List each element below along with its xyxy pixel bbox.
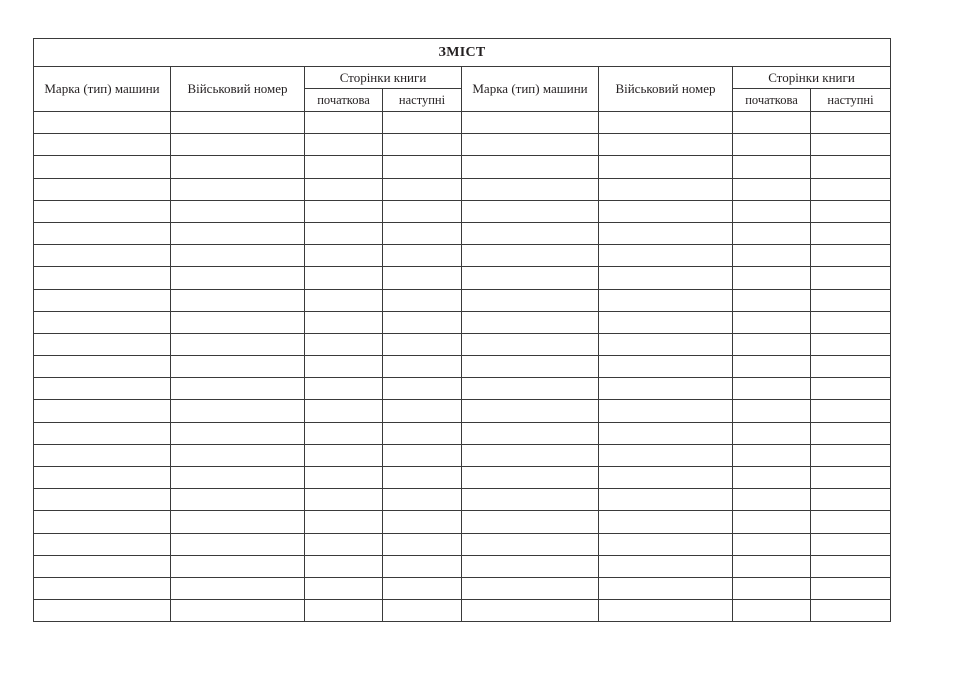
table-body bbox=[34, 112, 891, 622]
cell-initial-page-left[interactable] bbox=[305, 289, 383, 311]
cell-next-pages-right[interactable] bbox=[811, 422, 891, 444]
cell-brand-left[interactable] bbox=[34, 467, 171, 489]
cell-next-pages-right[interactable] bbox=[811, 577, 891, 599]
cell-military-number-left[interactable] bbox=[171, 555, 305, 577]
header-military-number-right: Військовий номер bbox=[599, 67, 733, 112]
cell-brand-right[interactable] bbox=[462, 400, 599, 422]
cell-initial-page-right[interactable] bbox=[733, 600, 811, 622]
header-brand-left: Марка (тип) машини bbox=[34, 67, 171, 112]
cell-next-pages-right[interactable] bbox=[811, 134, 891, 156]
cell-initial-page-right[interactable] bbox=[733, 156, 811, 178]
cell-initial-page-left[interactable] bbox=[305, 311, 383, 333]
cell-brand-right[interactable] bbox=[462, 267, 599, 289]
cell-military-number-right[interactable] bbox=[599, 555, 733, 577]
cell-initial-page-right[interactable] bbox=[733, 400, 811, 422]
cell-next-pages-left[interactable] bbox=[383, 422, 462, 444]
cell-initial-page-right[interactable] bbox=[733, 356, 811, 378]
cell-military-number-right[interactable] bbox=[599, 156, 733, 178]
cell-initial-page-left[interactable] bbox=[305, 400, 383, 422]
cell-initial-page-right[interactable] bbox=[733, 267, 811, 289]
cell-next-pages-right[interactable] bbox=[811, 511, 891, 533]
table-row bbox=[34, 555, 891, 577]
cell-next-pages-right[interactable] bbox=[811, 356, 891, 378]
cell-initial-page-left[interactable] bbox=[305, 245, 383, 267]
cell-next-pages-left[interactable] bbox=[383, 200, 462, 222]
cell-brand-right[interactable] bbox=[462, 178, 599, 200]
cell-brand-right[interactable] bbox=[462, 333, 599, 355]
cell-military-number-right[interactable] bbox=[599, 200, 733, 222]
cell-military-number-left[interactable] bbox=[171, 112, 305, 134]
cell-initial-page-right[interactable] bbox=[733, 577, 811, 599]
table-row bbox=[34, 600, 891, 622]
cell-military-number-right[interactable] bbox=[599, 333, 733, 355]
header-brand-right: Марка (тип) машини bbox=[462, 67, 599, 112]
cell-next-pages-right[interactable] bbox=[811, 156, 891, 178]
cell-brand-right[interactable] bbox=[462, 289, 599, 311]
header-book-pages-right: Сторінки книги bbox=[733, 67, 891, 89]
cell-military-number-right[interactable] bbox=[599, 511, 733, 533]
cell-brand-left[interactable] bbox=[34, 400, 171, 422]
cell-brand-left[interactable] bbox=[34, 444, 171, 466]
cell-brand-left[interactable] bbox=[34, 200, 171, 222]
cell-initial-page-left[interactable] bbox=[305, 178, 383, 200]
cell-brand-right[interactable] bbox=[462, 511, 599, 533]
cell-brand-left[interactable] bbox=[34, 222, 171, 244]
cell-military-number-right[interactable] bbox=[599, 467, 733, 489]
cell-military-number-right[interactable] bbox=[599, 112, 733, 134]
header-book-pages-left: Сторінки книги bbox=[305, 67, 462, 89]
header-next-right: наступні bbox=[811, 89, 891, 112]
cell-military-number-right[interactable] bbox=[599, 444, 733, 466]
cell-brand-left[interactable] bbox=[34, 511, 171, 533]
cell-initial-page-left[interactable] bbox=[305, 134, 383, 156]
cell-brand-right[interactable] bbox=[462, 378, 599, 400]
cell-next-pages-left[interactable] bbox=[383, 356, 462, 378]
cell-next-pages-left[interactable] bbox=[383, 489, 462, 511]
cell-initial-page-left[interactable] bbox=[305, 156, 383, 178]
cell-military-number-right[interactable] bbox=[599, 422, 733, 444]
cell-initial-page-left[interactable] bbox=[305, 356, 383, 378]
cell-initial-page-right[interactable] bbox=[733, 422, 811, 444]
cell-initial-page-left[interactable] bbox=[305, 444, 383, 466]
cell-military-number-left[interactable] bbox=[171, 222, 305, 244]
table-row bbox=[34, 444, 891, 466]
cell-next-pages-left[interactable] bbox=[383, 577, 462, 599]
cell-initial-page-left[interactable] bbox=[305, 600, 383, 622]
cell-next-pages-right[interactable] bbox=[811, 555, 891, 577]
cell-brand-left[interactable] bbox=[34, 134, 171, 156]
cell-brand-right[interactable] bbox=[462, 489, 599, 511]
cell-next-pages-left[interactable] bbox=[383, 333, 462, 355]
cell-next-pages-left[interactable] bbox=[383, 511, 462, 533]
cell-initial-page-right[interactable] bbox=[733, 289, 811, 311]
cell-next-pages-right[interactable] bbox=[811, 467, 891, 489]
header-next-left: наступні bbox=[383, 89, 462, 112]
cell-initial-page-right[interactable] bbox=[733, 112, 811, 134]
table-row bbox=[34, 267, 891, 289]
table-row bbox=[34, 533, 891, 555]
cell-brand-right[interactable] bbox=[462, 555, 599, 577]
cell-next-pages-right[interactable] bbox=[811, 333, 891, 355]
cell-military-number-left[interactable] bbox=[171, 311, 305, 333]
header-military-number-left: Військовий номер bbox=[171, 67, 305, 112]
table-row bbox=[34, 422, 891, 444]
cell-military-number-left[interactable] bbox=[171, 267, 305, 289]
cell-next-pages-right[interactable] bbox=[811, 200, 891, 222]
cell-brand-left[interactable] bbox=[34, 356, 171, 378]
cell-military-number-right[interactable] bbox=[599, 178, 733, 200]
cell-initial-page-left[interactable] bbox=[305, 467, 383, 489]
cell-next-pages-right[interactable] bbox=[811, 267, 891, 289]
cell-next-pages-right[interactable] bbox=[811, 245, 891, 267]
cell-military-number-left[interactable] bbox=[171, 533, 305, 555]
cell-military-number-left[interactable] bbox=[171, 577, 305, 599]
cell-initial-page-right[interactable] bbox=[733, 222, 811, 244]
cell-next-pages-right[interactable] bbox=[811, 400, 891, 422]
cell-initial-page-left[interactable] bbox=[305, 533, 383, 555]
cell-initial-page-left[interactable] bbox=[305, 333, 383, 355]
cell-military-number-left[interactable] bbox=[171, 511, 305, 533]
cell-brand-left[interactable] bbox=[34, 178, 171, 200]
cell-brand-right[interactable] bbox=[462, 577, 599, 599]
cell-brand-left[interactable] bbox=[34, 555, 171, 577]
cell-brand-right[interactable] bbox=[462, 200, 599, 222]
cell-brand-right[interactable] bbox=[462, 134, 599, 156]
cell-next-pages-left[interactable] bbox=[383, 467, 462, 489]
cell-next-pages-left[interactable] bbox=[383, 600, 462, 622]
cell-next-pages-left[interactable] bbox=[383, 134, 462, 156]
cell-military-number-right[interactable] bbox=[599, 400, 733, 422]
table-row bbox=[34, 467, 891, 489]
table-row bbox=[34, 245, 891, 267]
cell-initial-page-right[interactable] bbox=[733, 200, 811, 222]
cell-next-pages-left[interactable] bbox=[383, 178, 462, 200]
cell-next-pages-left[interactable] bbox=[383, 555, 462, 577]
table-row bbox=[34, 356, 891, 378]
cell-brand-right[interactable] bbox=[462, 356, 599, 378]
cell-brand-right[interactable] bbox=[462, 422, 599, 444]
cell-next-pages-right[interactable] bbox=[811, 533, 891, 555]
cell-initial-page-left[interactable] bbox=[305, 378, 383, 400]
cell-initial-page-right[interactable] bbox=[733, 333, 811, 355]
cell-military-number-right[interactable] bbox=[599, 489, 733, 511]
header-initial-right: початкова bbox=[733, 89, 811, 112]
cell-initial-page-right[interactable] bbox=[733, 311, 811, 333]
table-row bbox=[34, 289, 891, 311]
cell-initial-page-right[interactable] bbox=[733, 178, 811, 200]
cell-military-number-right[interactable] bbox=[599, 600, 733, 622]
cell-next-pages-left[interactable] bbox=[383, 245, 462, 267]
cell-initial-page-right[interactable] bbox=[733, 245, 811, 267]
cell-brand-left[interactable] bbox=[34, 289, 171, 311]
cell-military-number-right[interactable] bbox=[599, 245, 733, 267]
table-row bbox=[34, 577, 891, 599]
cell-brand-right[interactable] bbox=[462, 112, 599, 134]
cell-initial-page-right[interactable] bbox=[733, 533, 811, 555]
cell-initial-page-right[interactable] bbox=[733, 555, 811, 577]
table-row bbox=[34, 511, 891, 533]
cell-next-pages-right[interactable] bbox=[811, 178, 891, 200]
cell-military-number-right[interactable] bbox=[599, 533, 733, 555]
cell-military-number-right[interactable] bbox=[599, 311, 733, 333]
cell-next-pages-left[interactable] bbox=[383, 289, 462, 311]
cell-military-number-left[interactable] bbox=[171, 245, 305, 267]
cell-military-number-right[interactable] bbox=[599, 134, 733, 156]
table-row bbox=[34, 333, 891, 355]
cell-initial-page-right[interactable] bbox=[733, 467, 811, 489]
cell-brand-left[interactable] bbox=[34, 112, 171, 134]
cell-military-number-right[interactable] bbox=[599, 289, 733, 311]
table-row bbox=[34, 378, 891, 400]
cell-military-number-left[interactable] bbox=[171, 444, 305, 466]
cell-brand-right[interactable] bbox=[462, 533, 599, 555]
cell-next-pages-left[interactable] bbox=[383, 378, 462, 400]
cell-military-number-left[interactable] bbox=[171, 400, 305, 422]
cell-next-pages-left[interactable] bbox=[383, 267, 462, 289]
cell-initial-page-left[interactable] bbox=[305, 422, 383, 444]
table-row bbox=[34, 178, 891, 200]
cell-next-pages-right[interactable] bbox=[811, 311, 891, 333]
cell-military-number-left[interactable] bbox=[171, 356, 305, 378]
cell-military-number-left[interactable] bbox=[171, 489, 305, 511]
cell-military-number-right[interactable] bbox=[599, 356, 733, 378]
cell-initial-page-right[interactable] bbox=[733, 378, 811, 400]
cell-brand-left[interactable] bbox=[34, 156, 171, 178]
cell-next-pages-left[interactable] bbox=[383, 311, 462, 333]
cell-brand-left[interactable] bbox=[34, 267, 171, 289]
cell-brand-left[interactable] bbox=[34, 533, 171, 555]
cell-next-pages-left[interactable] bbox=[383, 222, 462, 244]
cell-initial-page-right[interactable] bbox=[733, 511, 811, 533]
cell-next-pages-left[interactable] bbox=[383, 533, 462, 555]
cell-military-number-left[interactable] bbox=[171, 333, 305, 355]
cell-initial-page-right[interactable] bbox=[733, 444, 811, 466]
cell-brand-left[interactable] bbox=[34, 378, 171, 400]
table-row bbox=[34, 134, 891, 156]
cell-next-pages-right[interactable] bbox=[811, 289, 891, 311]
cell-initial-page-left[interactable] bbox=[305, 112, 383, 134]
cell-military-number-left[interactable] bbox=[171, 600, 305, 622]
cell-brand-left[interactable] bbox=[34, 489, 171, 511]
cell-initial-page-left[interactable] bbox=[305, 222, 383, 244]
cell-next-pages-right[interactable] bbox=[811, 489, 891, 511]
cell-military-number-left[interactable] bbox=[171, 156, 305, 178]
cell-next-pages-left[interactable] bbox=[383, 156, 462, 178]
cell-brand-left[interactable] bbox=[34, 600, 171, 622]
cell-military-number-right[interactable] bbox=[599, 577, 733, 599]
table-row bbox=[34, 112, 891, 134]
header-initial-left: початкова bbox=[305, 89, 383, 112]
contents-table bbox=[33, 38, 891, 622]
cell-military-number-right[interactable] bbox=[599, 267, 733, 289]
cell-initial-page-left[interactable] bbox=[305, 577, 383, 599]
cell-military-number-left[interactable] bbox=[171, 289, 305, 311]
cell-next-pages-left[interactable] bbox=[383, 444, 462, 466]
cell-initial-page-left[interactable] bbox=[305, 200, 383, 222]
table-row bbox=[34, 156, 891, 178]
cell-brand-left[interactable] bbox=[34, 422, 171, 444]
cell-military-number-left[interactable] bbox=[171, 178, 305, 200]
cell-brand-right[interactable] bbox=[462, 467, 599, 489]
table-row bbox=[34, 200, 891, 222]
cell-brand-left[interactable] bbox=[34, 311, 171, 333]
cell-military-number-right[interactable] bbox=[599, 222, 733, 244]
cell-brand-right[interactable] bbox=[462, 156, 599, 178]
cell-next-pages-right[interactable] bbox=[811, 378, 891, 400]
cell-next-pages-right[interactable] bbox=[811, 444, 891, 466]
cell-military-number-right[interactable] bbox=[599, 378, 733, 400]
cell-military-number-left[interactable] bbox=[171, 134, 305, 156]
table-row bbox=[34, 311, 891, 333]
cell-initial-page-right[interactable] bbox=[733, 134, 811, 156]
cell-brand-left[interactable] bbox=[34, 245, 171, 267]
cell-next-pages-right[interactable] bbox=[811, 222, 891, 244]
cell-next-pages-left[interactable] bbox=[383, 112, 462, 134]
cell-initial-page-left[interactable] bbox=[305, 511, 383, 533]
cell-initial-page-left[interactable] bbox=[305, 489, 383, 511]
cell-initial-page-left[interactable] bbox=[305, 555, 383, 577]
table-row bbox=[34, 489, 891, 511]
cell-military-number-left[interactable] bbox=[171, 467, 305, 489]
cell-military-number-left[interactable] bbox=[171, 378, 305, 400]
cell-brand-right[interactable] bbox=[462, 600, 599, 622]
cell-brand-left[interactable] bbox=[34, 333, 171, 355]
table-row bbox=[34, 222, 891, 244]
cell-initial-page-right[interactable] bbox=[733, 489, 811, 511]
cell-next-pages-right[interactable] bbox=[811, 600, 891, 622]
cell-brand-right[interactable] bbox=[462, 245, 599, 267]
cell-military-number-left[interactable] bbox=[171, 422, 305, 444]
cell-initial-page-left[interactable] bbox=[305, 267, 383, 289]
page-title: ЗМІСТ bbox=[34, 39, 891, 67]
cell-brand-left[interactable] bbox=[34, 577, 171, 599]
cell-military-number-left[interactable] bbox=[171, 200, 305, 222]
cell-brand-right[interactable] bbox=[462, 444, 599, 466]
cell-next-pages-right[interactable] bbox=[811, 112, 891, 134]
cell-next-pages-left[interactable] bbox=[383, 400, 462, 422]
cell-brand-right[interactable] bbox=[462, 311, 599, 333]
cell-brand-right[interactable] bbox=[462, 222, 599, 244]
table-row bbox=[34, 400, 891, 422]
